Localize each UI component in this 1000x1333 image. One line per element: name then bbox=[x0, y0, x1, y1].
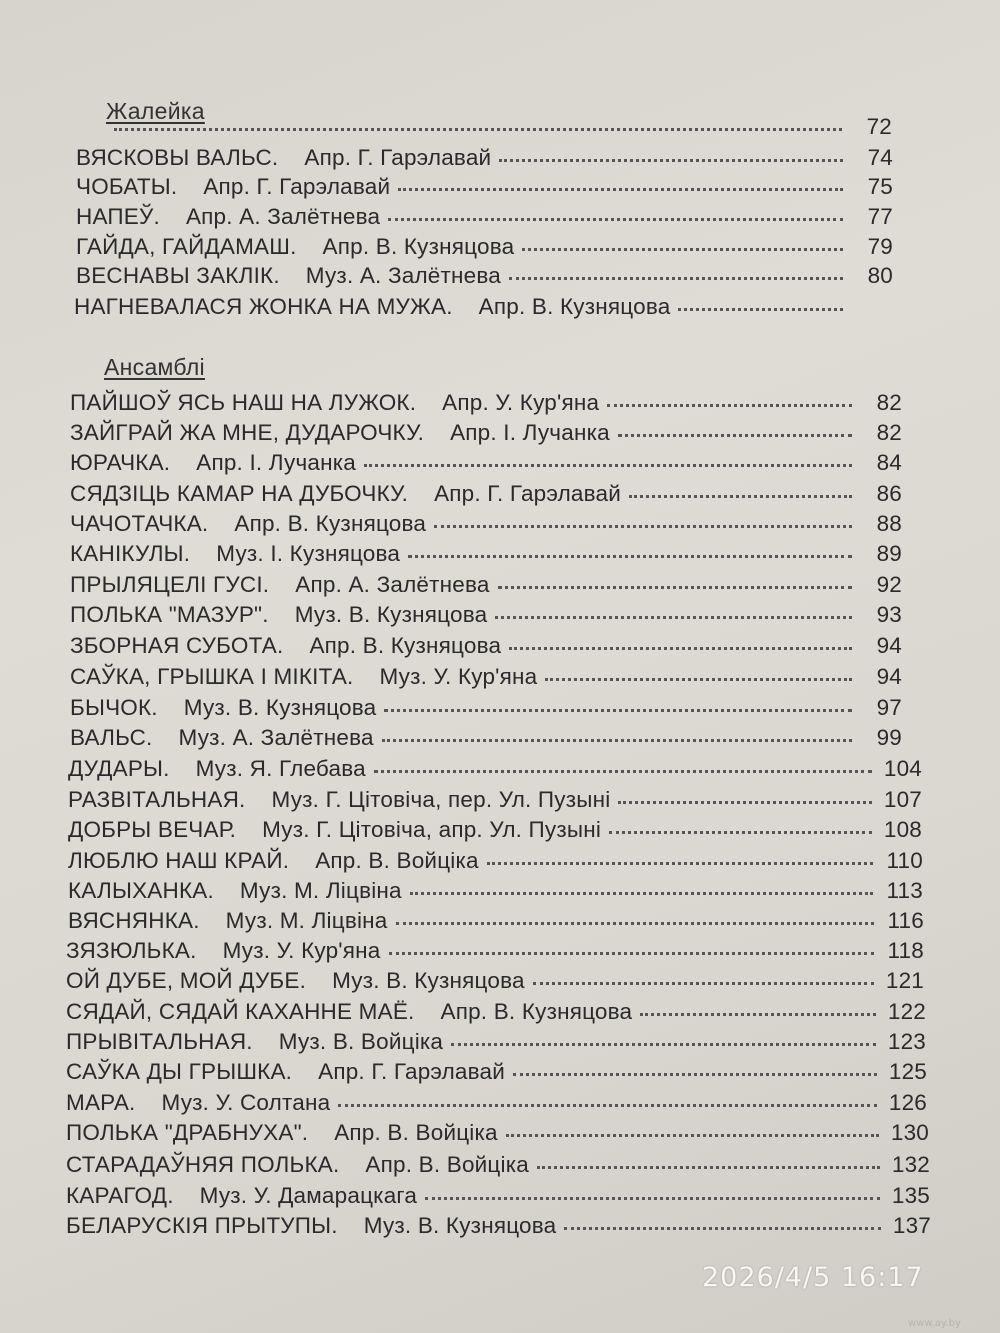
entry-page-number: 116 bbox=[887, 908, 924, 933]
entry-title: ЮРАЧКА. bbox=[70, 450, 171, 475]
entry-credit: Муз. Г. Цітовіча, пер. Ул. Пузыні bbox=[271, 787, 611, 812]
entry-credit: Муз. У. Кур'яна bbox=[379, 664, 538, 689]
dot-leader bbox=[382, 739, 852, 742]
toc-entry bbox=[70, 574, 902, 597]
toc-entry bbox=[70, 422, 902, 445]
dot-leader bbox=[564, 1227, 881, 1230]
dot-leader bbox=[396, 922, 874, 925]
dot-leader bbox=[451, 1043, 876, 1046]
toc-entry bbox=[76, 265, 893, 288]
dot-leader bbox=[513, 1073, 877, 1076]
entry-title: ОЙ ДУБЕ, МОЙ ДУБЕ. bbox=[66, 968, 307, 993]
entry-page-number: 74 bbox=[867, 145, 893, 170]
entry-title: БЕЛАРУСКІЯ ПРЫТУПЫ. bbox=[66, 1213, 338, 1238]
entry-page-number: 99 bbox=[876, 725, 902, 750]
entry-title: ЗАЙГРАЙ ЖА МНЕ, ДУДАРОЧКУ. bbox=[70, 420, 425, 445]
toc-entry bbox=[66, 1215, 931, 1238]
toc-entry bbox=[68, 758, 922, 781]
entry-credit: Муз. В. Кузняцова bbox=[363, 1213, 557, 1238]
entry-title: СЯДЗІЦЬ КАМАР НА ДУБОЧКУ. bbox=[70, 481, 409, 506]
entry-title: ВЯСНЯНКА. bbox=[68, 908, 200, 933]
entry-title: РАЗВІТАЛЬНАЯ. bbox=[68, 787, 246, 812]
dot-leader bbox=[364, 464, 852, 467]
dot-leader bbox=[533, 982, 874, 985]
entry-page-number: 107 bbox=[883, 787, 922, 812]
section-title-zhaleika: Жалейка bbox=[106, 98, 205, 124]
entry-title: НАПЕЎ. bbox=[76, 204, 160, 229]
entry-page-number: 130 bbox=[890, 1120, 929, 1145]
entry-title: САЎКА, ГРЫШКА І МІКІТА. bbox=[70, 664, 354, 689]
site-watermark: www.ay.by bbox=[908, 1318, 961, 1329]
entry-credit: Апр. Г. Гарэлавай bbox=[203, 174, 391, 199]
entry-page-number: 72 bbox=[866, 114, 892, 139]
entry-credit: Апр. В. Кузняцова bbox=[322, 234, 515, 259]
entry-page-number: 92 bbox=[876, 572, 902, 597]
entry-page-number: 108 bbox=[883, 817, 922, 842]
dot-leader bbox=[537, 1166, 880, 1169]
entry-page-number: 137 bbox=[892, 1213, 931, 1238]
entry-page-number: 94 bbox=[876, 633, 902, 658]
dot-leader bbox=[522, 248, 843, 251]
toc-entry bbox=[76, 206, 893, 229]
entry-credit: Муз. В. Кузняцова bbox=[183, 695, 377, 720]
photo-timestamp: 2026/4/5 16:17 bbox=[702, 1262, 924, 1293]
toc-entry bbox=[68, 819, 922, 842]
entry-page-number: 86 bbox=[876, 481, 902, 506]
dot-leader bbox=[640, 1013, 876, 1016]
entry-title: ДУДАРЫ. bbox=[68, 756, 170, 781]
entry-title: СТАРАДАЎНЯЯ ПОЛЬКА. bbox=[66, 1152, 340, 1177]
toc-entry bbox=[68, 850, 923, 873]
dot-leader bbox=[509, 277, 843, 280]
entry-credit: Апр. І. Лучанка bbox=[450, 420, 610, 445]
entry-credit: Муз. У. Дамарацкага bbox=[199, 1183, 418, 1208]
entry-title: ВЕСНАВЫ ЗАКЛІК. bbox=[76, 263, 280, 288]
toc-entry bbox=[66, 1092, 927, 1115]
dot-leader bbox=[506, 1134, 879, 1137]
entry-credit: Апр. У. Кур'яна bbox=[442, 390, 600, 415]
dot-leader bbox=[509, 647, 852, 650]
entry-page-number: 93 bbox=[876, 602, 902, 627]
toc-entry bbox=[70, 483, 902, 506]
entry-credit: Муз. А. Залётнева bbox=[178, 725, 374, 750]
toc-entry bbox=[70, 604, 902, 627]
dot-leader bbox=[388, 218, 843, 221]
dot-leader bbox=[618, 434, 852, 437]
entry-page-number: 75 bbox=[867, 174, 893, 199]
entry-title: МАРА. bbox=[66, 1090, 136, 1115]
dot-leader bbox=[408, 555, 852, 558]
entry-page-number: 80 bbox=[867, 263, 893, 288]
toc-entry bbox=[66, 1122, 929, 1145]
entry-credit: Муз. В. Войціка bbox=[278, 1029, 444, 1054]
toc-entry bbox=[70, 513, 902, 536]
toc-entry bbox=[68, 789, 922, 812]
toc-entry bbox=[66, 1031, 926, 1054]
toc-entry bbox=[106, 116, 892, 139]
entry-title: СЯДАЙ, СЯДАЙ КАХАННЕ МАЁ. bbox=[66, 999, 415, 1024]
entry-credit: Муз. А. Залётнева bbox=[305, 263, 501, 288]
entry-page-number: 118 bbox=[887, 938, 924, 963]
entry-page-number: 126 bbox=[888, 1090, 927, 1115]
dot-leader bbox=[389, 952, 874, 955]
dot-leader bbox=[338, 1104, 877, 1107]
toc-entry bbox=[76, 236, 893, 259]
toc-entry bbox=[70, 392, 902, 415]
entry-page-number: 132 bbox=[891, 1152, 930, 1177]
toc-entry bbox=[68, 910, 924, 933]
dot-leader bbox=[629, 495, 852, 498]
toc-entry bbox=[66, 940, 924, 963]
entry-credit: Муз. Г. Цітовіча, апр. Ул. Пузыні bbox=[262, 817, 602, 842]
entry-credit: Муз. У. Солтана bbox=[161, 1090, 331, 1115]
entry-title: ВЯСКОВЫ ВАЛЬС. bbox=[76, 145, 279, 170]
dot-leader bbox=[410, 892, 873, 895]
entry-credit: Апр. Г. Гарэлавай bbox=[434, 481, 621, 506]
dot-leader bbox=[384, 709, 852, 712]
dot-leader bbox=[499, 159, 843, 162]
entry-page-number: 82 bbox=[876, 420, 902, 445]
entry-page-number: 104 bbox=[883, 756, 922, 781]
entry-title: САЎКА ДЫ ГРЫШКА. bbox=[66, 1059, 293, 1084]
entry-credit: Муз. Я. Глебава bbox=[195, 756, 366, 781]
entry-title: ЗЯЗЮЛЬКА. bbox=[66, 938, 197, 963]
toc-entry bbox=[70, 666, 902, 689]
entry-page-number: 113 bbox=[886, 878, 923, 903]
entry-page-number: 125 bbox=[888, 1059, 927, 1084]
dot-leader bbox=[398, 188, 843, 191]
entry-title: НАГНЕВАЛАСЯ ЖОНКА НА МУЖА. bbox=[74, 294, 453, 319]
entry-title: ДОБРЫ ВЕЧАР. bbox=[68, 817, 237, 842]
dot-leader bbox=[434, 525, 852, 528]
entry-page-number: 82 bbox=[876, 390, 902, 415]
entry-page-number: 135 bbox=[891, 1183, 930, 1208]
toc-entry bbox=[66, 1001, 926, 1024]
entry-credit: Апр. І. Лучанка bbox=[196, 450, 356, 475]
entry-credit: Муз. У. Кур'яна bbox=[222, 938, 381, 963]
entry-page-number: 94 bbox=[876, 664, 902, 689]
entry-credit: Апр. В. Кузняцова bbox=[478, 294, 671, 319]
entry-title: КАНІКУЛЫ. bbox=[70, 541, 191, 566]
entry-page-number: 79 bbox=[867, 234, 893, 259]
dot-leader bbox=[425, 1197, 880, 1200]
entry-title: ПРЫВІТАЛЬНАЯ. bbox=[66, 1029, 253, 1054]
toc-entry bbox=[66, 1185, 930, 1208]
dot-leader bbox=[545, 678, 852, 681]
entry-credit: Муз. В. Кузняцова bbox=[332, 968, 525, 993]
entry-title: ГАЙДА, ГАЙДАМАШ. bbox=[76, 234, 297, 259]
entry-page-number: 84 bbox=[876, 450, 902, 475]
entry-credit: Апр. В. Кузняцова bbox=[234, 511, 427, 536]
section-title-ansambli: Ансамблі bbox=[104, 354, 205, 380]
entry-page-number: 77 bbox=[867, 204, 893, 229]
entry-title: КАРАГОД. bbox=[66, 1183, 174, 1208]
dot-leader bbox=[498, 586, 852, 589]
toc-entry bbox=[70, 543, 902, 566]
entry-credit: Апр. А. Залётнева bbox=[295, 572, 490, 597]
entry-title: КАЛЫХАНКА. bbox=[68, 878, 214, 903]
entry-title: БЫЧОК. bbox=[70, 695, 158, 720]
entry-credit: Муз. В. Кузняцова bbox=[294, 602, 488, 627]
entry-title: ВАЛЬС. bbox=[70, 725, 153, 750]
dot-leader bbox=[609, 831, 872, 834]
dot-leader bbox=[678, 308, 843, 311]
toc-entry bbox=[76, 176, 893, 199]
toc-entry bbox=[70, 635, 902, 658]
dot-leader bbox=[374, 770, 872, 773]
entry-page-number: 121 bbox=[885, 968, 924, 993]
toc-entry bbox=[68, 880, 923, 903]
entry-title: ЛЮБЛЮ НАШ КРАЙ. bbox=[68, 848, 290, 873]
entry-page-number: 123 bbox=[887, 1029, 926, 1054]
toc-entry bbox=[70, 727, 902, 750]
entry-credit: Апр. В. Войціка bbox=[365, 1152, 529, 1177]
toc-entry bbox=[70, 452, 902, 475]
entry-page-number: 110 bbox=[886, 848, 923, 873]
entry-credit: Апр. Г. Гарэлавай bbox=[318, 1059, 506, 1084]
entry-credit: Апр. Г. Гарэлавай bbox=[304, 145, 492, 170]
toc-entry bbox=[76, 147, 893, 170]
toc-entry bbox=[70, 697, 902, 720]
entry-page-number: 88 bbox=[876, 511, 902, 536]
entry-title: ЧОБАТЫ. bbox=[76, 174, 178, 199]
entry-title: ПОЛЬКА "МАЗУР". bbox=[70, 602, 269, 627]
entry-credit: Муз. М. Ліцвіна bbox=[239, 878, 402, 903]
entry-page-number: 89 bbox=[876, 541, 902, 566]
entry-credit: Муз. І. Кузняцова bbox=[216, 541, 401, 566]
dot-leader bbox=[618, 801, 872, 804]
dot-leader bbox=[114, 128, 842, 131]
entry-title: ПАЙШОЎ ЯСЬ НАШ НА ЛУЖОК. bbox=[70, 390, 417, 415]
entry-page-number: 97 bbox=[876, 695, 902, 720]
entry-title: ПРЫЛЯЦЕЛІ ГУСІ. bbox=[70, 572, 270, 597]
toc-entry bbox=[66, 1061, 927, 1084]
entry-title: ЧАЧОТАЧКА. bbox=[70, 511, 209, 536]
toc-entry bbox=[66, 970, 924, 993]
entry-credit: Апр. В. Кузняцова bbox=[309, 633, 502, 658]
dot-leader bbox=[487, 862, 873, 865]
entry-credit: Апр. В. Войціка bbox=[334, 1120, 498, 1145]
entry-title: ПОЛЬКА "ДРАБНУХА". bbox=[66, 1120, 309, 1145]
entry-credit: Апр. В. Войціка bbox=[315, 848, 479, 873]
entry-credit: Апр. А. Залётнева bbox=[185, 204, 381, 229]
entry-credit: Муз. М. Ліцвіна bbox=[225, 908, 388, 933]
toc-entry bbox=[66, 1154, 930, 1177]
entry-title: ЗБОРНАЯ СУБОТА. bbox=[70, 633, 284, 658]
entry-page-number: 122 bbox=[887, 999, 926, 1024]
entry-credit: Апр. В. Кузняцова bbox=[440, 999, 633, 1024]
toc-entry bbox=[74, 296, 893, 319]
dot-leader bbox=[607, 404, 852, 407]
dot-leader bbox=[495, 616, 852, 619]
